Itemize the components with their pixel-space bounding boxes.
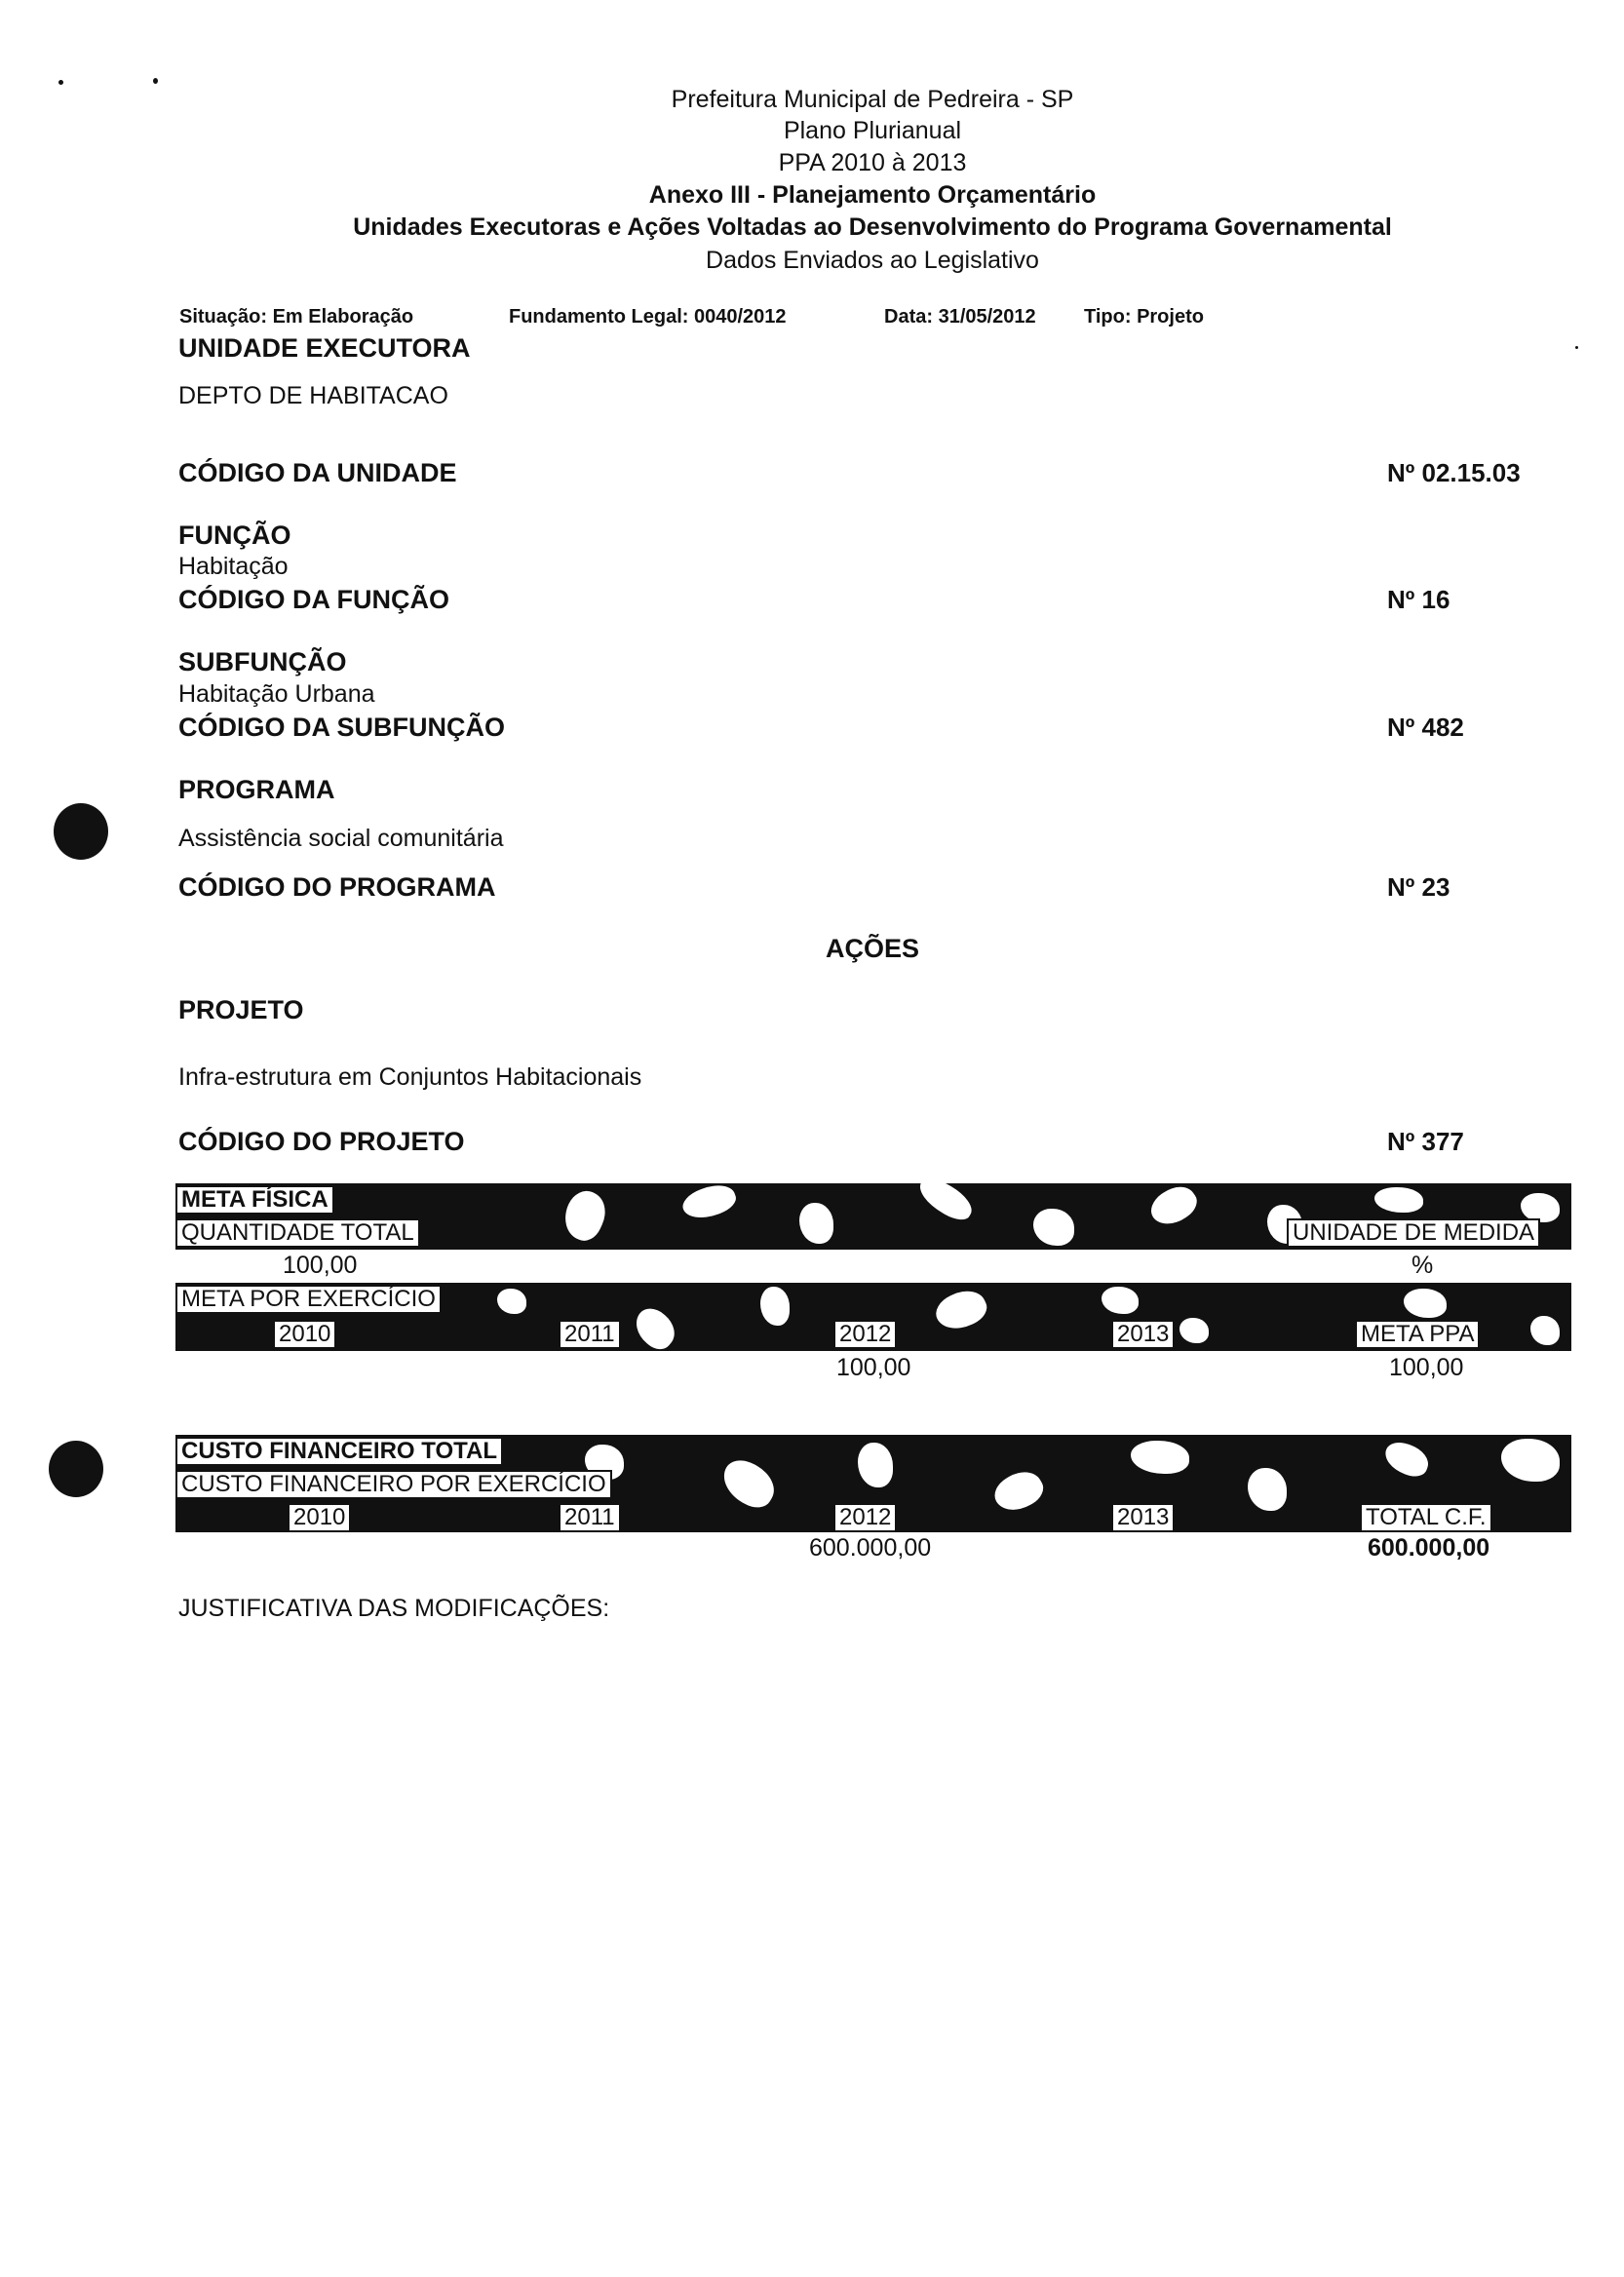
subfuncao-name: Habitação Urbana (178, 680, 375, 708)
meta-fisica-band (175, 1183, 1571, 1250)
header-plan: Plano Plurianual (783, 117, 962, 144)
punch-hole (54, 803, 108, 860)
meta-year-2012: 2012 (833, 1320, 897, 1349)
funcao-code: Nº 16 (1387, 585, 1450, 614)
header-title: Unidades Executoras e Ações Voltadas ao Desenvolvimento do Programa Governamental (353, 213, 1392, 241)
meta-fisica-title: META FÍSICA (175, 1185, 334, 1215)
subfuncao-label: SUBFUNÇÃO (178, 647, 347, 676)
custo-year-2013: 2013 (1111, 1503, 1175, 1532)
punch-hole (49, 1441, 103, 1497)
projeto-label: PROJETO (178, 995, 304, 1024)
header-subtitle: Dados Enviados ao Legislativo (706, 247, 1039, 274)
meta-2012-value: 100,00 (836, 1354, 911, 1381)
custo-year-2012: 2012 (833, 1503, 897, 1532)
header-municipality: Prefeitura Municipal de Pedreira - SP (671, 86, 1074, 113)
meta-exercicio-band (175, 1283, 1571, 1351)
unidade-medida-label: UNIDADE DE MEDIDA (1287, 1218, 1540, 1248)
projeto-code: Nº 377 (1387, 1127, 1464, 1156)
situacao: Situação: Em Elaboração (179, 306, 414, 328)
custo-year-2011: 2011 (559, 1503, 621, 1532)
unidade-medida: % (1411, 1252, 1434, 1279)
subfuncao-code: Nº 482 (1387, 713, 1464, 742)
projeto-name: Infra-estrutura em Conjuntos Habitacionais (178, 1063, 642, 1091)
meta-year-2011: 2011 (559, 1320, 621, 1349)
unidade-label: UNIDADE EXECUTORA (178, 333, 471, 363)
programa-code-label: CÓDIGO DO PROGRAMA (178, 872, 496, 902)
unidade-code: Nº 02.15.03 (1387, 458, 1521, 487)
programa-code: Nº 23 (1387, 872, 1450, 902)
custo-total-title: CUSTO FINANCEIRO TOTAL (175, 1437, 503, 1466)
scan-speck (1575, 346, 1578, 349)
acoes-title: AÇÕES (825, 934, 920, 963)
funcao-code-label: CÓDIGO DA FUNÇÃO (178, 585, 449, 614)
programa-name: Assistência social comunitária (178, 825, 504, 852)
custo-total-value: 600.000,00 (1368, 1534, 1490, 1562)
meta-exercicio-label: META POR EXERCÍCIO (175, 1285, 442, 1314)
programa-label: PROGRAMA (178, 775, 335, 804)
data: Data: 31/05/2012 (884, 306, 1036, 328)
meta-year-2013: 2013 (1111, 1320, 1175, 1349)
funcao-name: Habitação (178, 553, 289, 580)
meta-year-2010: 2010 (273, 1320, 336, 1349)
projeto-code-label: CÓDIGO DO PROJETO (178, 1127, 465, 1156)
unidade-name: DEPTO DE HABITACAO (178, 382, 448, 409)
justificativa-label: JUSTIFICATIVA DAS MODIFICAÇÕES: (178, 1595, 610, 1622)
custo-year-2010: 2010 (288, 1503, 351, 1532)
custo-exercicio-label: CUSTO FINANCEIRO POR EXERCÍCIO (175, 1470, 612, 1499)
funcao-label: FUNÇÃO (178, 521, 291, 550)
meta-ppa-label: META PPA (1355, 1320, 1480, 1349)
meta-ppa-value: 100,00 (1389, 1354, 1464, 1381)
subfuncao-code-label: CÓDIGO DA SUBFUNÇÃO (178, 713, 505, 742)
header-ppa: PPA 2010 à 2013 (778, 149, 967, 176)
total-cf-label: TOTAL C.F. (1360, 1503, 1492, 1532)
custo-2012-value: 600.000,00 (809, 1534, 932, 1562)
tipo: Tipo: Projeto (1084, 306, 1204, 328)
fundamento-legal: Fundamento Legal: 0040/2012 (509, 306, 787, 328)
custo-band (175, 1435, 1571, 1532)
unidade-code-label: CÓDIGO DA UNIDADE (178, 458, 457, 487)
header-annex: Anexo III - Planejamento Orçamentário (648, 181, 1097, 209)
quantidade-total: 100,00 (283, 1252, 358, 1279)
quantidade-total-label: QUANTIDADE TOTAL (175, 1218, 420, 1248)
